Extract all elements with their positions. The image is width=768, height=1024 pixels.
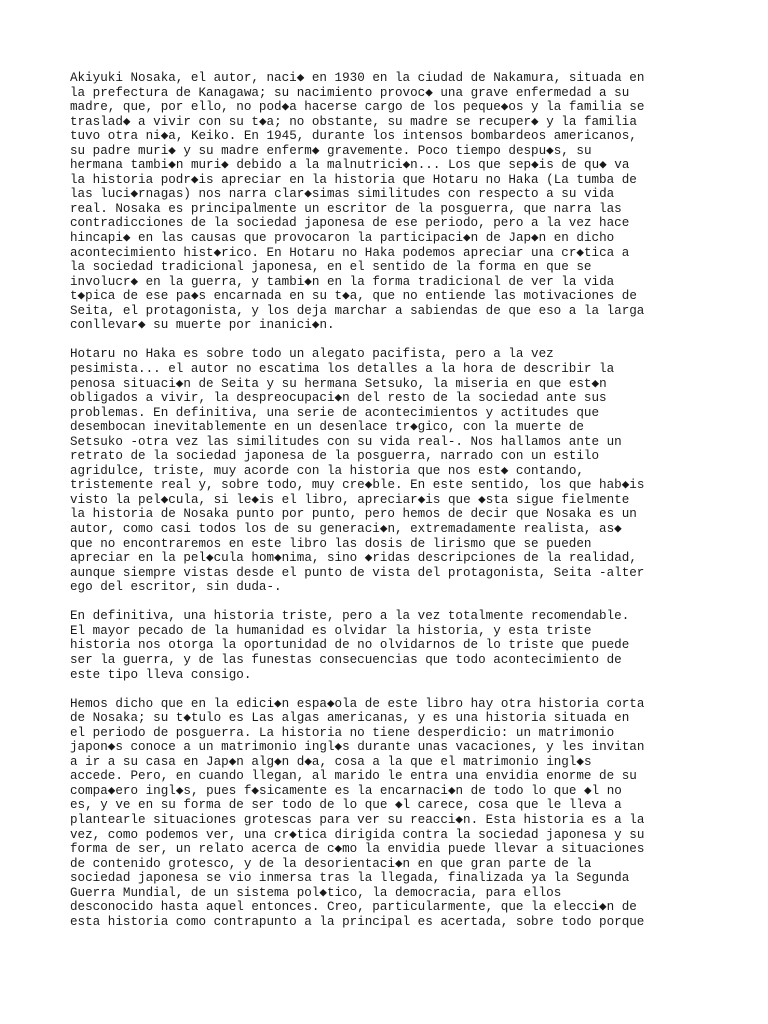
paragraph-1: Akiyuki Nosaka, el autor, naci◆ en 1930 en la ciudad de Nakamura, situada en la prefectura de Kanagawa; su nacimiento provoc◆ una grave enfermedad a su madre, que, por ello, no pod◆a hacerse cargo de los peque◆os y la familia se traslad◆ a vivir con su t◆a; no obstante, su madre se recuper◆ y la familia tuvo otra ni◆a, Keiko. En 1945, durante los intensos bombardeos americanos, su padre muri◆ y su madre enferm◆ gravemente. Poco tiempo despu◆s, su hermana tambi◆n muri◆ debido a la malnutrici◆n... Los que sep◆is de qu◆ va la historia podr◆is apreciar en la historia que Hotaru no Haka (La tumba de las luci◆rnagas) nos narra clar◆simas similitudes con respecto a su vida real. Nosaka es principalmente un escritor de la posguerra, que narra las contradicciones de la sociedad japonesa de ese periodo, pero a la vez hace hincapi◆ en las causas que provocaron la participaci◆n de Jap◆n en dicho acontecimiento hist◆rico. En Hotaru no Haka podemos apreciar una cr◆tica a la sociedad tradicional japonesa, en el sentido de la forma en que se involucr◆ en la guerra, y tambi◆n en la forma tradicional de ver la vida t◆pica de ese pa◆s encarnada en su t◆a, que no entiende las motivaciones de Seita, el protagonista, y los deja marchar a sabiendas de que eso a la larga conllevar◆ su muerte por inanici◆n. (70, 71, 645, 333)
paragraph-3: En definitiva, una historia triste, pero a la vez totalmente recomendable. El mayor pecado de la humanidad es olvidar la historia, y esta triste historia nos otorga la oportunidad de no olvidarnos de lo triste que puede ser la guerra, y de las funestas consecuencias que todo acontecimiento de este tipo lleva consigo. (70, 609, 630, 682)
paragraph-4: Hemos dicho que en la edici◆n espa◆ola de este libro hay otra historia corta de Nosaka; su t◆tulo es Las algas americanas, y es una historia situada en el periodo de posguerra. La historia no tiene desperdicio: un matrimonio japon◆s conoce a un matrimonio ingl◆s durante unas vacaciones, y les invitan a ir a su casa en Jap◆n alg◆n d◆a, cosa a la que el matrimonio ingl◆s accede. Pero, en cuando llegan, al marido le entra una envidia enorme de su compa◆ero ingl◆s, pues f◆sicamente es la encarnaci◆n de todo lo que ◆l no es, y ve en su forma de ser todo de lo que ◆l carece, cosa que le lleva a plantearle situaciones grotescas para ver su reacci◆n. Esta historia es a la vez, como podemos ver, una cr◆tica dirigida contra la sociedad japonesa y su forma de ser, un relato acerca de c◆mo la envidia puede llevar a situaciones de contenido grotesco, y de la desorientaci◆n en que gran parte de la sociedad japonesa se vio inmersa tras la llegada, finalizada ya la Segunda Guerra Mundial, de un sistema pol◆tico, la democracia, para ellos desconocido hasta aquel entonces. Creo, particularmente, que la elecci◆n de esta historia como contrapunto a la principal es acertada, sobre todo porque (70, 696, 645, 929)
paragraph-2: Hotaru no Haka es sobre todo un alegato pacifista, pero a la vez pesimista... el autor no escatima los detalles a la hora de describir la penosa situaci◆n de Seita y su hermana Setsuko, la miseria en que est◆n obligados a vivir, la despreocupaci◆n del resto de la sociedad ante sus problemas. En definitiva, una serie de acontecimientos y actitudes que desembocan inevitablemente en un desenlace tr◆gico, con la muerte de Setsuko -otra vez las similitudes con su vida real-. Nos hallamos ante un retrato de la sociedad japonesa de la posguerra, narrado con un estilo agridulce, triste, muy acorde con la historia que nos est◆ contando, tristemente real y, sobre todo, muy cre◆ble. En este sentido, los que hab◆is visto la pel◆cula, si le◆is el libro, apreciar◆is que ◆sta sigue fielmente la historia de Nosaka punto por punto, pero hemos de decir que Nosaka es un autor, como casi todos los de su generaci◆n, extremadamente realista, as◆ que no encontraremos en este libro las dosis de lirismo que se pueden apreciar en la pel◆cula hom◆nima, sino ◆ridas descripciones de la realidad, aunque siempre vistas desde el punto de vista del protagonista, Seita -alter ego del escritor, sin duda-. (70, 347, 645, 595)
document-page (70, 71, 750, 944)
